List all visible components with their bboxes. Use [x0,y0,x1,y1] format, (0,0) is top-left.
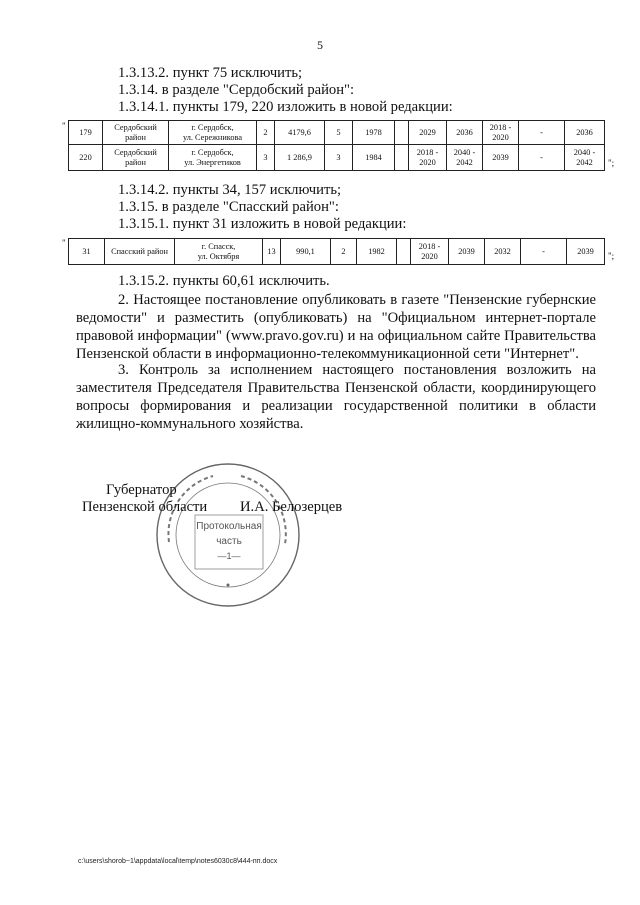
clause-1-3-15: 1.3.15. в разделе "Спасский район": [118,199,339,215]
cell: 2039 [483,145,519,171]
table2-close-quote: "; [608,251,615,261]
paragraph-line: заместителя Председателя Правительства Пензенской области, координирующего [76,380,596,396]
cell: 2018 - 2020 [409,145,447,171]
paragraph-line: 3. Контроль за исполнением настоящего постановления возложить на [118,362,596,378]
signature-title-2: Пензенской области [82,499,208,515]
cell: 2018 - 2020 [411,239,449,265]
table2-open-quote: " [62,238,66,248]
cell: 2 [331,239,357,265]
clause-1-3-13-2: 1.3.13.2. пункт 75 исключить; [118,65,303,81]
cell: 990,1 [281,239,331,265]
cell: 2036 [565,121,605,145]
cell-num: 179 [69,121,103,145]
paragraph-control [76,361,596,433]
cell: 2029 [409,121,447,145]
cell: - [519,145,565,171]
clause-1-3-15-2: 1.3.15.2. пункты 60,61 исключить. [118,273,330,289]
cell: 3 [325,145,353,171]
clause-1-3-14-2: 1.3.14.2. пункты 34, 157 исключить; [118,182,342,198]
cell: 1978 [353,121,395,145]
cell: 2036 [447,121,483,145]
cell [395,121,409,145]
cell: 3 [257,145,275,171]
clause-1-3-14-1: 1.3.14.1. пункты 179, 220 изложить в новой редакции: [118,99,453,115]
paragraph-line: правовой информации" (www.pravo.gov.ru) и на официальном сайте Правительства [76,328,596,344]
paragraph-line: Пензенской области в информационно-телекоммуникационной сети "Интернет". [76,346,579,362]
table-row [69,121,605,145]
cell-address: г. Спасск, ул. Октября [175,239,263,265]
cell: 5 [325,121,353,145]
clause-1-3-15-1: 1.3.15.1. пункт 31 изложить в новой редакции: [118,216,407,232]
signature-title-1: Губернатор [106,482,177,498]
cell-address: г. Сердобск, ул. Энергетиков [169,145,257,171]
cell [397,239,411,265]
paragraph-line: 2. Настоящее постановление опубликовать в газете "Пензенские губернские [118,292,596,308]
paragraph-line: вопросы формирования и реализации государственной политики в области [76,398,596,414]
cell-district: Сердобский район [103,121,169,145]
cell: 1982 [357,239,397,265]
cell-num: 220 [69,145,103,171]
cell-district: Сердобский район [103,145,169,171]
cell: - [519,121,565,145]
cell: 2 [257,121,275,145]
cell: 2039 [567,239,605,265]
paragraph-line: жилищно-коммунального хозяйства. [76,416,304,432]
cell: 4179,6 [275,121,325,145]
table-spassk [68,238,605,265]
cell: 13 [263,239,281,265]
cell: 2032 [485,239,521,265]
cell-district: Спасский район [105,239,175,265]
cell-address: г. Сердобск, ул. Сережникова [169,121,257,145]
stamp-text-1: Протокольная [196,521,262,532]
paragraph-publish [76,291,596,363]
cell: 2018 - 2020 [483,121,519,145]
page-number: 5 [317,38,323,52]
cell [395,145,409,171]
table-row [69,239,605,265]
cell: 2040 - 2042 [447,145,483,171]
cell: - [521,239,567,265]
footer-file-path: c:\users\shorob~1\appdata\local\temp\notes6030c8\444-пп.docx [78,858,278,865]
stamp-text-2: часть [216,536,242,547]
stamp-text-3: —1— [217,551,241,561]
cell: 1 286,9 [275,145,325,171]
cell: 2039 [449,239,485,265]
table-row [69,145,605,171]
clause-1-3-14: 1.3.14. в разделе "Сердобский район": [118,82,355,98]
signature-name: И.А. Белозерцев [240,499,343,515]
table1-close-quote: "; [608,158,615,168]
table-sердobsk [68,120,605,171]
cell: 1984 [353,145,395,171]
cell: 2040 - 2042 [565,145,605,171]
table1-open-quote: " [62,121,66,131]
cell-num: 31 [69,239,105,265]
paragraph-line: ведомости" и разместить (опубликовать) на "Официальном интернет-портале [76,310,596,326]
